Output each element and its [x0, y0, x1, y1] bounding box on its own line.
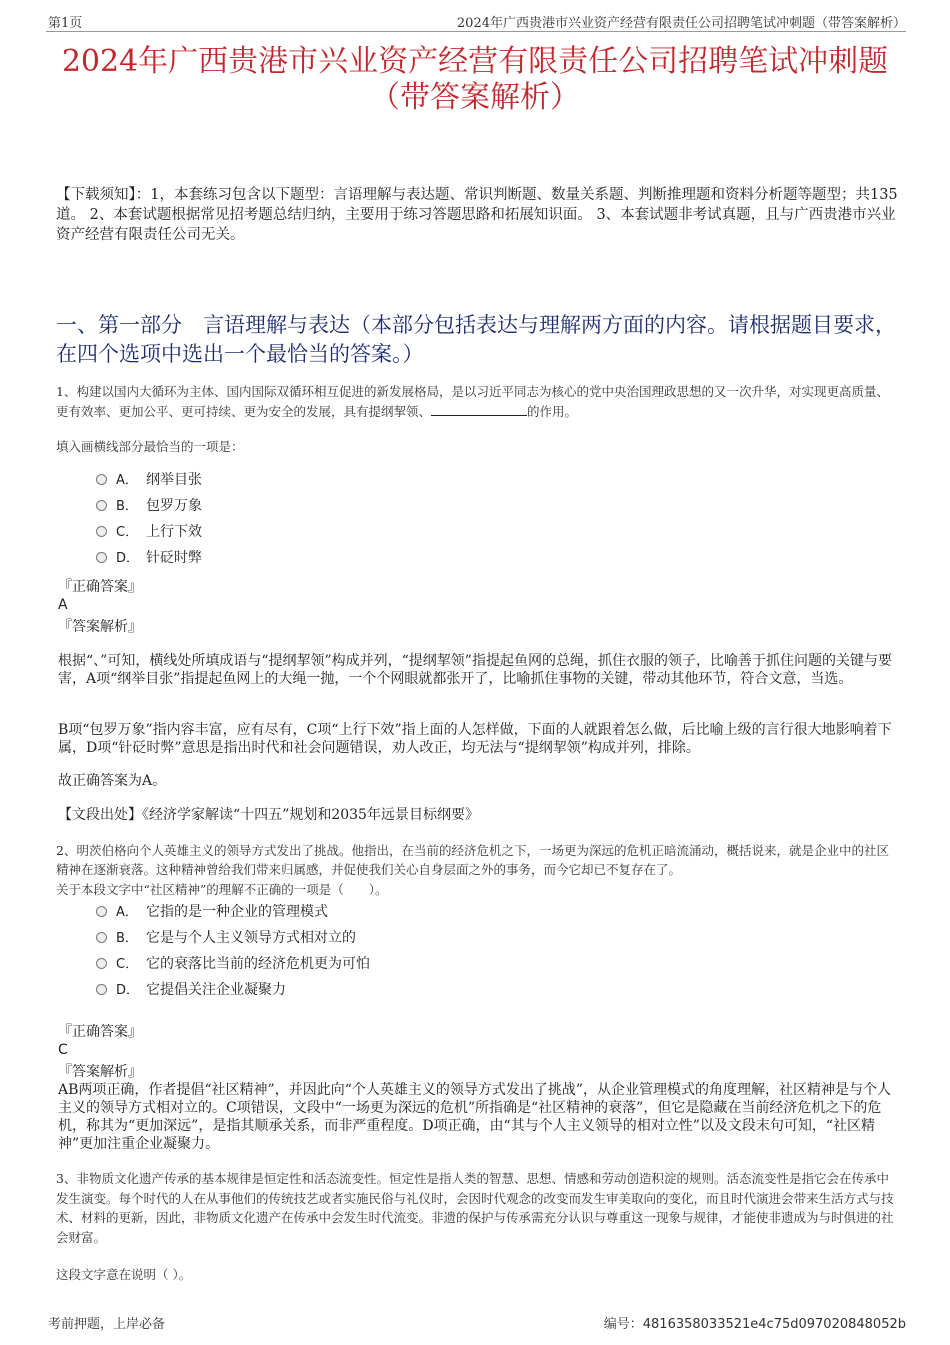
- q1-correct-answer-label: 『正确答案』: [58, 579, 142, 595]
- q2-answer: C: [58, 1042, 68, 1058]
- radio-icon[interactable]: [96, 552, 107, 563]
- q2-option-c[interactable]: [96, 953, 370, 975]
- q1-option-b[interactable]: [96, 495, 202, 517]
- option-letter: C．: [116, 525, 139, 540]
- q1-fill-blank: [431, 403, 527, 416]
- footer-code-label: 编号：: [603, 1317, 643, 1332]
- radio-icon[interactable]: [96, 984, 107, 995]
- q2-analysis-paragraph: AB两项正确，作者提倡“社区精神”，并因此向“个人英雄主义的领导方式发出了挑战”，从企业管理模式的角度理解，社区精神是与个人主义的领导方式相对立的。C项错误，文段中“一场更为深远的危机”所指确是“社区精神的衰落”，但它是隐藏在当前经济危机之下的危机，称其为“更加深远”，是指其顺承关系，而非严重程度。D项正确，由“其与个人主义领导的相对立性”以及文段末句可知，“社区精神”更加注重企业凝聚力。: [58, 1082, 892, 1152]
- q2-option-b[interactable]: [96, 927, 356, 949]
- option-letter: A．: [116, 473, 138, 488]
- option-text: 纲举目张: [146, 472, 202, 488]
- page-title: [40, 44, 910, 116]
- option-text: 它指的是一种企业的管理模式: [146, 904, 328, 920]
- q1-option-d[interactable]: [96, 547, 202, 569]
- option-letter: D．: [116, 551, 140, 566]
- q1-source: 【文段出处】《经济学家解读“十四五”规划和2035年远景目标纲要》: [58, 807, 479, 823]
- q1-prompt: 填入画横线部分最恰当的一项是：: [56, 439, 244, 454]
- option-letter: B．: [116, 931, 138, 946]
- option-text: 它的衰落比当前的经济危机更为可怕: [146, 956, 370, 972]
- q1-option-a[interactable]: [96, 469, 202, 491]
- q1-analysis-paragraph-1: 根据“、”可知，横线处所填成语与“提纲挈领”构成并列，“提纲挈领”指提起鱼网的总绳，抓住衣服的领子，比喻善于抓住问题的关键与要害，A项“纲举目张”指提起鱼网上的大绳一抛，一个个网眼就都张开了，比喻抓住事物的关键，带动其他环节，符合文意，当选。: [58, 653, 892, 687]
- footer-doc-code: [604, 1313, 906, 1332]
- option-text: 上行下效: [146, 524, 202, 540]
- radio-icon[interactable]: [96, 474, 107, 485]
- section-heading: 一、第一部分 言语理解与表达（本部分包括表达与理解两方面的内容。请根据题目要求，在四个选项中选出一个最恰当的答案。）: [56, 313, 896, 366]
- q1-stem-end: 的作用。: [527, 404, 578, 419]
- radio-icon[interactable]: [96, 932, 107, 943]
- q1-analysis-paragraph-2: B项“包罗万象”指内容丰富，应有尽有，C项“上行下效”指上面的人怎样做，下面的人就跟着怎么做，后比喻上级的言行很大地影响着下属，D项“针砭时弊”意思是指出时代和社会问题错误，劝人改正，均无法与“提纲挈领”构成并列，排除。: [58, 722, 892, 756]
- q2-prompt: 关于本段文字中“社区精神”的理解不正确的一项是（ ）。: [56, 882, 388, 897]
- page-number: 第1页: [48, 16, 83, 31]
- radio-icon[interactable]: [96, 906, 107, 917]
- download-notice: 【下载须知】：1，本套练习包含以下题型：言语理解与表达题、常识判断题、数量关系题、判断推理题和资料分析题等题型；共135道。 2、本套试题根据常见招考题总结归纳，主要用于练习答题思路和拓展知识面。 3、本套试题非考试真题，且与广西贵港市兴业资产经营有限责任公司无关。: [56, 187, 898, 243]
- q1-stem: [56, 382, 898, 422]
- header-divider: [46, 31, 906, 32]
- footer-code-value: 4816358033521e4c75d097020848052b: [642, 1317, 906, 1332]
- option-letter: B．: [116, 499, 138, 514]
- q1-option-c[interactable]: [96, 521, 202, 543]
- q2-analysis-label: 『答案解析』: [58, 1064, 142, 1080]
- q2-stem: 2、明茨伯格向个人英雄主义的领导方式发出了挑战。他指出，在当前的经济危机之下，一场更为深远的危机正暗流涌动，概括说来，就是企业中的社区精神在逐渐衰落。这种精神曾给我们带来归属感，并促使我们关心自身层面之外的事务，而今它却已不复存在了。: [56, 843, 889, 877]
- radio-icon[interactable]: [96, 958, 107, 969]
- option-text: 针砭时弊: [146, 550, 202, 566]
- q1-answer: A: [58, 597, 68, 613]
- option-text: 包罗万象: [146, 498, 202, 514]
- footer-slogan: 考前押题，上岸必备: [48, 1317, 166, 1332]
- option-text: 它是与个人主义领导方式相对立的: [146, 930, 356, 946]
- radio-icon[interactable]: [96, 526, 107, 537]
- q2-option-a[interactable]: [96, 901, 328, 923]
- title-line-2: （带答案解析）: [370, 80, 580, 115]
- option-letter: D．: [116, 983, 140, 998]
- radio-icon[interactable]: [96, 500, 107, 511]
- q1-analysis-conclusion: 故正确答案为A。: [58, 773, 167, 789]
- q1-stem-text: 1、构建以国内大循环为主体、国内国际双循环相互促进的新发展格局，是以习近平同志为核心的党中央治国理政思想的又一次升华，对实现更高质量、更有效率、更加公平、更可持续、更为安全的发展，具有提纲挈领、: [56, 384, 889, 419]
- q3-prompt: 这段文字意在说明（ ）。: [56, 1267, 192, 1282]
- header-doc-title: 2024年广西贵港市兴业资产经营有限责任公司招聘笔试冲刺题（带答案解析）: [456, 16, 906, 31]
- q3-stem: 3、非物质文化遗产传承的基本规律是恒定性和活态流变性。恒定性是指人类的智慧、思想、情感和劳动创造积淀的规则。活态流变性是指它会在传承中发生演变。每个时代的人在从事他们的传统技艺或者实施民俗与礼仪时，会因时代观念的改变而发生审美取向的变化，而且时代演进会带来生活方式与技术、材料的更新，因此，非物质文化遗产在传承中会发生时代流变。非遗的保护与传承需充分认识与尊重这一现象与规律，才能使非遗成为与时俱进的社会财富。: [56, 1171, 894, 1245]
- option-text: 它提倡关注企业凝聚力: [146, 982, 286, 998]
- q1-analysis-label: 『答案解析』: [58, 619, 142, 635]
- title-line-1: 2024年广西贵港市兴业资产经营有限责任公司招聘笔试冲刺题: [61, 44, 889, 79]
- q2-option-d[interactable]: [96, 979, 286, 1001]
- option-letter: C．: [116, 957, 139, 972]
- option-letter: A．: [116, 905, 138, 920]
- q2-correct-answer-label: 『正确答案』: [58, 1024, 142, 1040]
